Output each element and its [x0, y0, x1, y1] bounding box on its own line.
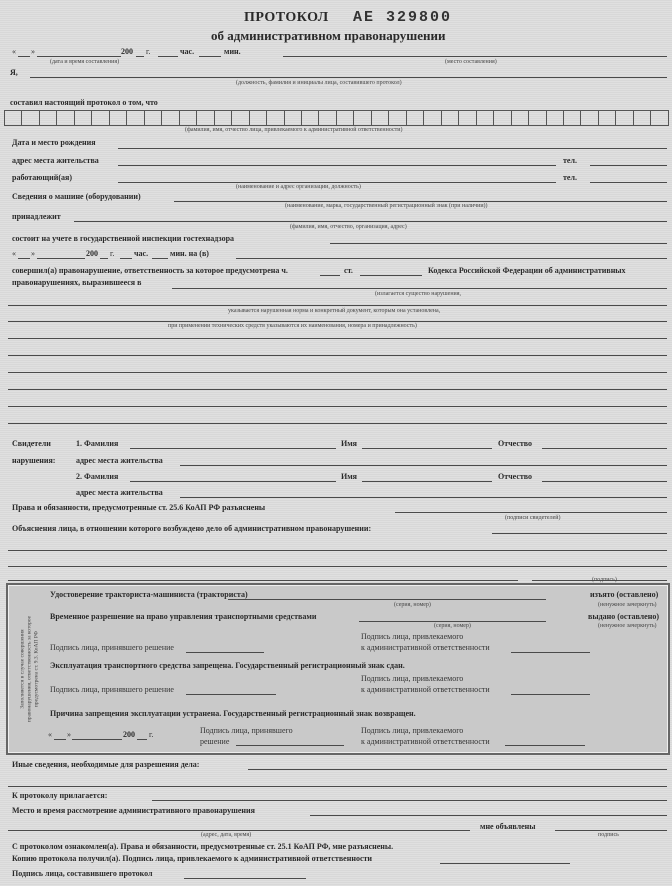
name-grid-cell[interactable]: [5, 111, 22, 125]
form-title: ПРОТОКОЛ: [244, 10, 329, 25]
name-grid-cell[interactable]: [529, 111, 546, 125]
explanations-line-2[interactable]: [8, 550, 667, 551]
name-grid-cell[interactable]: [372, 111, 389, 125]
name-grid-cell[interactable]: [22, 111, 39, 125]
witness1-name-label: Имя: [341, 439, 357, 448]
box-year-suffix: г.: [149, 730, 154, 739]
compiled-label: составил настоящий протокол о том, что: [10, 98, 158, 107]
decision-signature-field-3[interactable]: [236, 745, 344, 746]
work-caption: (наименование и адрес организации, должность): [236, 184, 361, 190]
witness-signatures-caption: (подписи свидетелей): [505, 515, 561, 521]
essence-field[interactable]: [172, 288, 667, 289]
person-signature-label-2b: к административной ответственности: [361, 685, 490, 694]
license-series-caption: (серия, номер): [394, 602, 431, 608]
other-info-line-2[interactable]: [8, 786, 667, 787]
side-note-line-2: правонарушения, ответственность за которое: [26, 615, 33, 723]
day-field[interactable]: [18, 56, 30, 57]
decision-signature-label-2: Подпись лица, принявшего решение: [50, 685, 174, 694]
owner-caption: (фамилия, имя, отчество, организация, адрес): [290, 224, 407, 230]
witness2-patronymic-label: Отчество: [498, 472, 533, 481]
violation-place-field[interactable]: [236, 258, 667, 259]
ban-label: Эксплуатация транспортного средства запрещена. Государственный регистрационный знак сдан.: [50, 661, 405, 670]
name-grid-cell[interactable]: [407, 111, 424, 125]
name-grid-cell[interactable]: [180, 111, 197, 125]
person-signature-field-1[interactable]: [511, 652, 590, 653]
violation-month-field[interactable]: [37, 258, 85, 259]
name-grid-cell[interactable]: [581, 111, 598, 125]
name-grid-cell[interactable]: [477, 111, 494, 125]
machine-caption: (наименование, марка, государственный регистрационный знак (при наличии)): [285, 203, 488, 209]
compiler-signature-field[interactable]: [184, 878, 306, 879]
person-signature-field-2[interactable]: [511, 694, 590, 695]
hours-label: час.: [180, 47, 195, 56]
addr-caption: (адрес, дата, время): [201, 832, 252, 838]
registered-label: состоит на учете в государственной инспекции гостехнадзора: [12, 234, 235, 243]
compiler-signature-label: Подпись лица, составившего протокол: [12, 869, 153, 878]
acquainted-label: С протоколом ознакомлен(а). Права и обязанности, предусмотренные ст. 25.1 КоАП РФ, мне разъяснены.: [12, 842, 394, 851]
place-field[interactable]: [283, 56, 667, 57]
part-field[interactable]: [320, 275, 340, 276]
place-caption: (место составления): [445, 59, 497, 65]
name-grid-cell[interactable]: [354, 111, 371, 125]
name-grid-cell[interactable]: [267, 111, 284, 125]
offender-name-grid[interactable]: [4, 110, 669, 126]
birth-field[interactable]: [118, 148, 667, 149]
name-grid-cell[interactable]: [110, 111, 127, 125]
witness2-surname-label: 2. Фамилия: [76, 472, 119, 481]
violation-year-suffix: г.: [110, 249, 115, 258]
witnesses-label: Свидетели: [12, 439, 51, 448]
datetime-caption: (дата и время составления): [50, 59, 120, 65]
name-grid-cell[interactable]: [57, 111, 74, 125]
year-field[interactable]: [136, 56, 144, 57]
violation-hours-field[interactable]: [120, 258, 132, 259]
phone1-field[interactable]: [590, 165, 667, 166]
witness2-name-field[interactable]: [362, 481, 492, 482]
witness2-surname-field[interactable]: [130, 481, 336, 482]
name-grid-cell[interactable]: [285, 111, 302, 125]
essence-caption: (излагается существо нарушения,: [375, 291, 461, 297]
witness1-patronymic-label: Отчество: [498, 439, 533, 448]
box-year-field[interactable]: [137, 739, 147, 740]
explanations-signature-caption: (подпись): [592, 577, 617, 583]
name-grid-cell[interactable]: [337, 111, 354, 125]
witness2-name-label: Имя: [341, 472, 357, 481]
sign-caption: подпись: [598, 832, 619, 838]
committed-label: совершил(а) правонарушение, ответственность за которое предусмотрена ч.: [12, 266, 288, 275]
article-field[interactable]: [360, 275, 422, 276]
name-grid-cell[interactable]: [197, 111, 214, 125]
person-signature-label-3a: Подпись лица, привлекаемого: [361, 726, 464, 735]
violation-minutes-label: мин. на (в): [170, 249, 209, 258]
box-year-prefix: 200: [123, 730, 135, 739]
cleared-label: Причина запрещения эксплуатации устранена. Государственный регистрационный знак возвращен.: [50, 709, 416, 718]
other-info-label: Иные сведения, необходимые для разрешения дела:: [12, 760, 200, 769]
witness1-patronymic-field[interactable]: [542, 448, 667, 449]
name-grid-cell[interactable]: [424, 111, 441, 125]
witness-signatures-field[interactable]: [395, 512, 667, 513]
work-label: работающий(ая): [12, 173, 73, 182]
essence-line-7[interactable]: [8, 389, 667, 390]
seized-label[interactable]: изъято (оставлено): [590, 590, 659, 599]
name-grid-cell[interactable]: [250, 111, 267, 125]
date-quote-open: «: [12, 47, 16, 56]
section-side-note: [12, 590, 48, 748]
official-caption: (должность, фамилия и инициалы лица, составившего протокол): [236, 80, 402, 86]
essence-line-4[interactable]: [8, 338, 667, 339]
name-grid-cell[interactable]: [145, 111, 162, 125]
witness-rights-label: Права и обязанности, предусмотренные ст. 25.6 КоАП РФ разъяснены: [12, 503, 266, 512]
witness1-name-field[interactable]: [362, 448, 492, 449]
temp-permit-label: Временное разрешение на право управления транспортными средствами: [50, 612, 317, 621]
essence-line-8[interactable]: [8, 406, 667, 407]
attached-label: К протоколу прилагается:: [12, 791, 108, 800]
license-series-field[interactable]: [228, 599, 546, 600]
name-grid-cell[interactable]: [127, 111, 144, 125]
offender-name-caption: (фамилия, имя, отчество лица, привлекаемого к административной ответственности): [185, 127, 403, 133]
side-note-line-1: Заполняется в случае совершения: [19, 629, 26, 709]
copy-received-label: Копию протокола получил(а). Подпись лица, привлекаемого к административной ответственности: [12, 854, 373, 863]
decision-signature-field-2[interactable]: [186, 694, 276, 695]
announced-signature-field[interactable]: [555, 830, 667, 831]
violation-hours-label: час.: [134, 249, 149, 258]
name-grid-cell[interactable]: [319, 111, 336, 125]
explanations-line-3[interactable]: [8, 566, 667, 567]
name-grid-cell[interactable]: [547, 111, 564, 125]
name-grid-cell[interactable]: [564, 111, 581, 125]
decision-signature-field-1[interactable]: [186, 652, 264, 653]
name-grid-cell[interactable]: [232, 111, 249, 125]
temp-permit-series-caption: (серия, номер): [434, 623, 471, 629]
essence-line-2[interactable]: [8, 305, 667, 306]
review-place-label: Место и время рассмотрение административного правонарушения: [12, 806, 255, 815]
minutes-label: мин.: [224, 47, 241, 56]
essence-line-9[interactable]: [8, 423, 667, 424]
witness1-surname-field[interactable]: [130, 448, 336, 449]
phone1-label: тел.: [563, 156, 577, 165]
machine-label: Сведения о машине (оборудовании): [12, 192, 141, 201]
minutes-field[interactable]: [199, 56, 221, 57]
box-date-quote-open: «: [48, 730, 52, 739]
name-grid-cell[interactable]: [616, 111, 633, 125]
witness2-address-field[interactable]: [180, 497, 667, 498]
explanations-line-4[interactable]: [8, 580, 518, 581]
person-signature-label-3b: к административной ответственности: [361, 737, 490, 746]
violation-date-quote-open: «: [12, 249, 16, 258]
owner-label: принадлежит: [12, 212, 61, 221]
form-serial-number: АЕ 329800: [353, 9, 453, 26]
name-grid-cell[interactable]: [215, 111, 232, 125]
essence-line-5[interactable]: [8, 355, 667, 356]
essence-line-3[interactable]: [8, 321, 667, 322]
year-prefix: 200: [121, 47, 133, 56]
name-grid-cell[interactable]: [162, 111, 179, 125]
name-grid-cell[interactable]: [75, 111, 92, 125]
person-signature-label-1b: к административной ответственности: [361, 643, 490, 652]
seized-strike-caption: (ненужное зачеркнуть): [598, 602, 657, 608]
person-signature-label-2a: Подпись лица, привлекаемого: [361, 674, 464, 683]
address-label: адрес места жительства: [12, 156, 99, 165]
name-grid-cell[interactable]: [40, 111, 57, 125]
person-signature-field-3[interactable]: [505, 745, 585, 746]
box-date-quote-close: »: [67, 730, 71, 739]
witness1-surname-label: 1. Фамилия: [76, 439, 119, 448]
copy-received-signature-field[interactable]: [440, 863, 570, 864]
address-field[interactable]: [118, 165, 556, 166]
name-grid-cell[interactable]: [512, 111, 529, 125]
review-place-field[interactable]: [310, 815, 667, 816]
box-day-field[interactable]: [54, 739, 66, 740]
owner-field[interactable]: [74, 221, 667, 222]
birth-label: Дата и место рождения: [12, 138, 96, 147]
official-field[interactable]: [30, 77, 667, 78]
violation-minutes-field[interactable]: [152, 258, 168, 259]
code-label: Кодекса Российской Федерации об административных: [428, 266, 626, 275]
machine-field[interactable]: [174, 201, 667, 202]
name-grid-cell[interactable]: [634, 111, 651, 125]
witness1-address-field[interactable]: [180, 465, 667, 466]
phone2-field[interactable]: [590, 182, 667, 183]
expressed-label: правонарушениях, выразившееся в: [12, 278, 142, 287]
violation-year-field[interactable]: [100, 258, 108, 259]
violation-day-field[interactable]: [18, 258, 30, 259]
review-place-line-2[interactable]: [8, 830, 470, 831]
article-label: ст.: [344, 266, 353, 275]
decision-signature-label-3a: Подпись лица, принявшего: [200, 726, 293, 735]
witness2-address-label: адрес места жительства: [76, 488, 163, 497]
explanations-label: Объяснения лица, в отношении которого возбуждено дело об административном правонарушении:: [12, 524, 372, 533]
explanations-field[interactable]: [492, 533, 667, 534]
witness1-address-label: адрес места жительства: [76, 456, 163, 465]
date-quote-close: »: [31, 47, 35, 56]
name-grid-cell[interactable]: [459, 111, 476, 125]
witnesses-label-2: нарушения:: [12, 456, 56, 465]
other-info-field[interactable]: [248, 769, 667, 770]
issued-label[interactable]: выдано (оставлено): [588, 612, 659, 621]
attached-field[interactable]: [152, 800, 667, 801]
name-grid-cell[interactable]: [92, 111, 109, 125]
issued-strike-caption: (ненужное зачеркнуть): [598, 623, 657, 629]
witness2-patronymic-field[interactable]: [542, 481, 667, 482]
tech-caption: при применении технических средств указываются их наименования, номера и принадлежность): [168, 323, 417, 329]
box-month-field[interactable]: [72, 739, 122, 740]
license-label: Удостоверение тракториста-машиниста (тракториста): [50, 590, 248, 599]
year-suffix: г.: [146, 47, 151, 56]
essence-line-6[interactable]: [8, 372, 667, 373]
temp-permit-series-field[interactable]: [359, 621, 546, 622]
person-signature-label-1a: Подпись лица, привлекаемого: [361, 632, 464, 641]
side-note-line-3: предусмотрена ст. 9.3. КоАП РФ: [33, 630, 40, 708]
name-grid-cell[interactable]: [389, 111, 406, 125]
i-label: Я,: [10, 68, 18, 77]
norm-caption: указывается нарушенная норма и конкретный документ, которым она установлена,: [228, 308, 441, 314]
announced-label: мне объявлены: [480, 822, 536, 831]
work-field[interactable]: [118, 182, 556, 183]
month-field[interactable]: [37, 56, 121, 57]
decision-signature-label-3b: решение: [200, 737, 230, 746]
registered-field[interactable]: [330, 243, 667, 244]
decision-signature-label-1: Подпись лица, принявшего решение: [50, 643, 174, 652]
violation-date-quote-close: »: [31, 249, 35, 258]
name-grid-cell[interactable]: [442, 111, 459, 125]
name-grid-cell[interactable]: [302, 111, 319, 125]
hours-field[interactable]: [158, 56, 178, 57]
name-grid-cell[interactable]: [599, 111, 616, 125]
form-subtitle: об административном правонарушении: [211, 28, 446, 43]
name-grid-cell[interactable]: [494, 111, 511, 125]
name-grid-cell[interactable]: [651, 111, 668, 125]
violation-year-prefix: 200: [86, 249, 98, 258]
phone2-label: тел.: [563, 173, 577, 182]
